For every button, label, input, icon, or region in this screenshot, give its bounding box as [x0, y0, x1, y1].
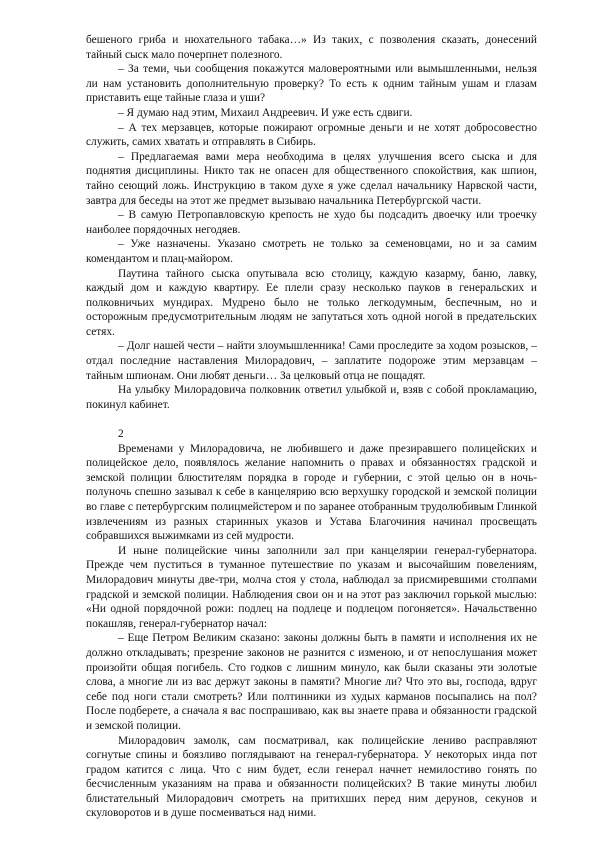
paragraph-1: бешеного гриба и нюхательного табака…» Из таких, с позволения сказать, донесений тайный сыск мало почерпнет полезного.	[86, 34, 537, 61]
paragraph-5: – Предлагаемая вами мера необходима в целях улучшения всего сыска и для поднятия дисциплины. Никто так не опасен для общественного спокойствия, как шпион, тайно сеющий ложь. Инструкцию в таком духе я уже сделал начальнику Нарвской части, завтра для беседы на этот же предмет вызываю начальника Петербургской части.	[86, 150, 537, 207]
paragraph-9: – Долг нашей чести – найти злоумышленника! Сами проследите за ходом розысков, – отдал последние наставления Милорадович, – заплатите подороже этим мерзавцам – тайным шпионам. Они любят деньги… За целковый отца не пощадят.	[86, 340, 537, 382]
paragraph-10: На улыбку Милорадовича полковник ответил улыбкой и, взяв с собой прокламацию, покинул кабинет.	[86, 384, 537, 411]
chapter-number: 2	[118, 428, 124, 441]
section-break	[86, 412, 537, 427]
paragraph-8: Паутина тайного сыска опутывала всю столицу, каждую казарму, баню, лавку, каждый дом и каждую квартиру. Ее плели сразу несколько пауков в генеральских и полковничьих мундирах. Мудрено было не только легкодумным, беспечным, но и осторожным предусмотрительным людям не запутаться хоть одной ногой в предательских сетях.	[86, 267, 537, 338]
paragraph-3: – Я думаю над этим, Михаил Андреевич. И уже есть сдвиги.	[118, 106, 413, 119]
paragraph-7: – Уже назначены. Указано смотреть не только за семеновцами, но и за самим комендантом и плац-майором.	[86, 238, 537, 265]
paragraph-6: – В самую Петропавловскую крепость не худо бы подсадить двоечку или троечку наиболее порядочных негодяев.	[86, 209, 537, 236]
paragraph-11: Временами у Милорадовича, не любившего и даже презиравшего полицейских и полицейское дело, появлялось желание напомнить о правах и обязанностях градской и земской полиции блюстителям порядка в городе и губернии, с этой целью он в ночь-полуночь спешно зазывал к себе в канцелярию всю верхушку городской и земской полиции во главе с петербургским полицмейстером и по заранее отобранным трудолюбивым Глинкой извлечениям из разных старинных указов и Устава Благочиния начинал просвещать собравшихся выжимками из сей мудрости.	[86, 442, 537, 543]
paragraph-14: Милорадович замолк, сам посматривал, как полицейские лениво расправляют согнутые спины и боязливо поглядывают на генерал-губернатора. У некоторых инда пот градом катится с лица. Что с ним будет, если генерал начнет немилостиво гонять по бесчисленным указаниям на права и обязанности полицейских? В такие минуты любил блистательный Милорадович смотреть на притихших перед ним дерунов, секунов и скуловоротов и в душе посмеиваться над ними.	[86, 734, 537, 820]
paragraph-12: И ныне полицейские чины заполнили зал при канцелярии генерал-губернатора. Прежде чем пуститься в туманное путешествие по указам и высочайшим повелениям, Милорадович минуты две-три, молча стоя у стола, наблюдал за присмиревшими столпами градской и земской полиции. Наблюдения свои он и на этот раз заключил горькой мыслью: «Ни одной порядочной рожи: подлец на подлеце и подлецом погоняется». Начальственно покашляв, генерал-губернатор начал:	[86, 544, 537, 630]
paragraph-13: – Еще Петром Великим сказано: законы должны быть в памяти и исполнения их не должно откладывать; презрение законов не разнится с изменою, и от непослушания может произойти общая погибель. Сто годков с лишним минуло, как были сказаны эти золотые слова, а многие ли из вас держут законы в памяти? Многие ли? Что это вы, господа, вдруг себе под ноги стали смотреть? Или полтинники из худых карманов посыпались на пол? После подберете, а сначала я вас поспрашиваю, как вы знаете права и обязанности градской и земской полиции.	[86, 632, 537, 732]
paragraph-2: – За теми, чьи сообщения покажутся маловероятными или вымышленными, нельзя ли нам установить дополнительную проверку? То есть к одним тайным ушам и глазам приставить еще тайные глаза и уши?	[86, 63, 537, 105]
paragraph-4: – А тех мерзавцев, которые пожирают огромные деньги и не хотят добросовестно служить, самих хватать и отправлять в Сибирь.	[86, 121, 537, 149]
